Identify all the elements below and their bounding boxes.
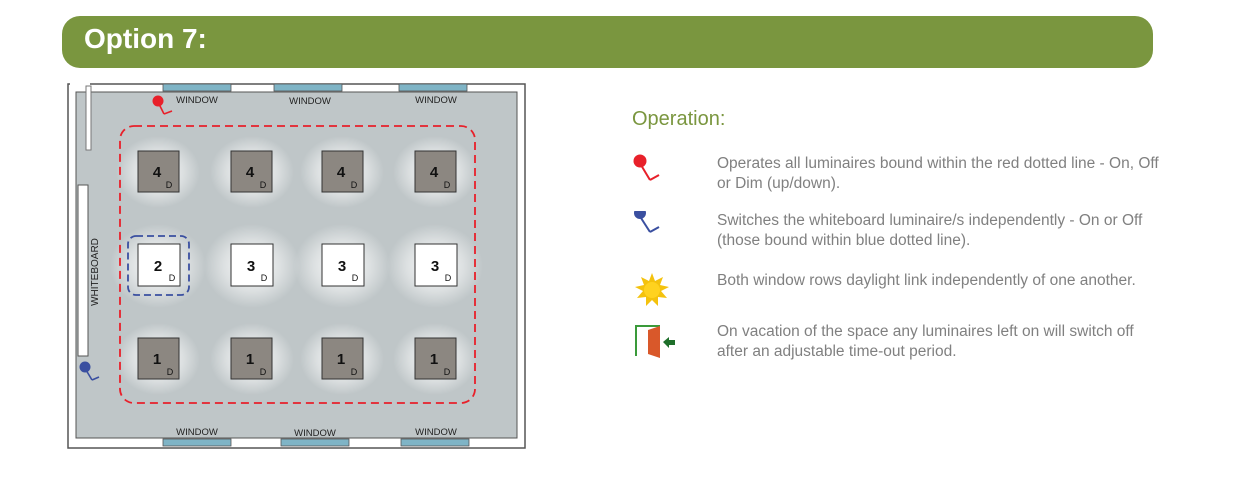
luminaire-level: 3 — [337, 258, 347, 275]
red-switch-icon — [632, 154, 676, 194]
luminaire-level: 4 — [429, 164, 439, 181]
dim-marker: D — [165, 180, 173, 190]
dim-marker: D — [259, 367, 267, 377]
window-label-bottom-1: WINDOW — [176, 427, 218, 438]
legend-text: Operates all luminaires bound within the red dotted line - On, Off or Dim (up/down). — [717, 155, 1159, 192]
luminaire-level: 1 — [336, 351, 346, 368]
dim-marker: D — [260, 273, 268, 283]
window-label-top-2: WINDOW — [289, 96, 331, 107]
dim-marker: D — [443, 367, 451, 377]
floor-plan — [66, 82, 528, 457]
luminaire-level: 4 — [336, 164, 346, 181]
window-label-top-3: WINDOW — [415, 95, 457, 106]
window-label-top-1: WINDOW — [176, 95, 218, 106]
window-bottom-2 — [281, 439, 349, 446]
window-bottom-3 — [401, 439, 469, 446]
whiteboard-label: WHITEBOARD — [90, 238, 101, 306]
luminaire-level: 1 — [429, 351, 439, 368]
luminaire-level: 4 — [245, 164, 255, 181]
window-top-2 — [274, 84, 342, 91]
luminaire-level: 3 — [430, 258, 440, 275]
luminaire-level: 3 — [246, 258, 256, 275]
sun-icon — [632, 271, 676, 311]
window-top-1 — [163, 84, 231, 91]
dim-marker: D — [350, 180, 358, 190]
dim-marker: D — [444, 273, 452, 283]
dim-marker: D — [168, 273, 176, 283]
dim-marker: D — [443, 180, 451, 190]
option-banner — [62, 16, 1153, 68]
luminaire-level: 1 — [152, 351, 162, 368]
window-label-bottom-3: WINDOW — [415, 427, 457, 438]
legend-text: On vacation of the space any luminaires left on will switch off after an adjustable time-out period. — [717, 323, 1134, 360]
floor-plan-svg — [66, 82, 528, 452]
dim-marker: D — [351, 273, 359, 283]
window-bottom-1 — [163, 439, 231, 446]
dim-marker: D — [166, 367, 174, 377]
whiteboard — [78, 185, 88, 356]
luminaire-level: 2 — [153, 258, 163, 275]
legend-text: Both window rows daylight link independently of one another. — [717, 272, 1136, 289]
window-top-3 — [399, 84, 467, 91]
window-label-bottom-2: WINDOW — [294, 428, 336, 439]
luminaire-level: 1 — [245, 351, 255, 368]
door-leaf — [86, 86, 91, 150]
luminaire-level: 4 — [152, 164, 162, 181]
door-exit-icon — [632, 322, 676, 362]
legend-text: Switches the whiteboard luminaire/s independently - On or Off (those bound within blue dotted line). — [717, 212, 1143, 249]
operation-title: Operation: — [632, 108, 726, 130]
blue-switch-icon — [632, 211, 676, 251]
dim-marker: D — [350, 367, 358, 377]
option-title: Option 7: — [84, 23, 207, 54]
dim-marker: D — [259, 180, 267, 190]
